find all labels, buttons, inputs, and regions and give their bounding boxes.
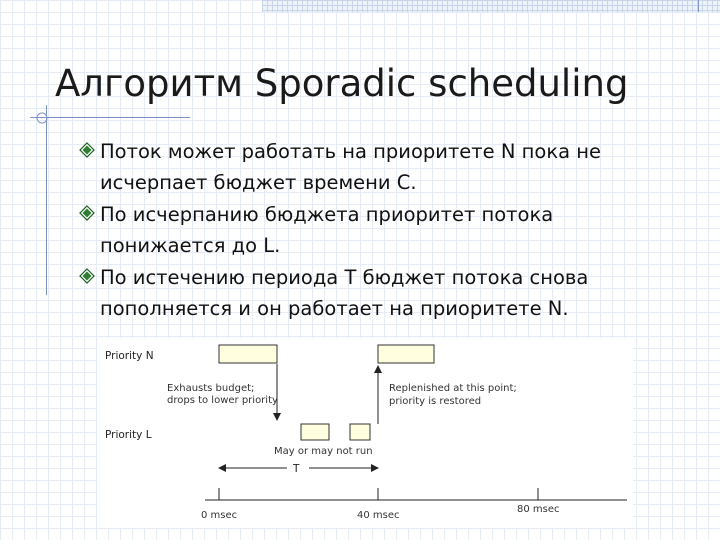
slide-title: Алгоритм Sporadic scheduling: [55, 62, 629, 105]
title-underline: [30, 117, 190, 118]
diamond-bullet-icon: [79, 205, 95, 221]
bullet-item: [76, 136, 676, 198]
priority-l-bar: [350, 424, 370, 440]
diamond-bullet-icon: [79, 142, 95, 158]
period-label: T: [293, 463, 300, 475]
left-accent-line: [46, 105, 47, 295]
exhausts-label: drops to lower priority: [167, 395, 278, 406]
priority-l-bar: [301, 424, 329, 440]
bullet-line: понижается до L.: [100, 234, 281, 257]
bullet-item: [76, 262, 676, 324]
bullet-item: [76, 199, 676, 261]
replenished-label: Replenished at this point;: [389, 383, 517, 394]
priority-n-bar: [378, 345, 434, 363]
vertical-accent-line: [698, 0, 699, 12]
tick-label-40: 40 msec: [357, 510, 400, 521]
decorative-grid-band: [262, 0, 720, 12]
may-or-may-not-run-label: May or may not run: [274, 446, 373, 457]
bullet-line: пополняется и он работает на приоритете N.: [100, 297, 569, 320]
crosshair-icon: [34, 110, 50, 126]
scheduling-diagram: [97, 338, 633, 528]
bullet-list: [76, 136, 676, 325]
priority-l-label: Priority L: [105, 429, 152, 441]
bullet-line: По истечению периода Т бюджет потока снова: [100, 266, 589, 289]
tick-label-0: 0 msec: [201, 510, 238, 521]
bullet-line: Поток может работать на приоритете N пока не: [100, 140, 601, 163]
bullet-line: По исчерпанию бюджета приоритет потока: [100, 203, 554, 226]
exhausts-label: Exhausts budget;: [167, 383, 255, 394]
scheduling-diagram-svg: [97, 338, 633, 528]
tick-label-80: 80 msec: [517, 504, 560, 515]
priority-n-label: Priority N: [105, 350, 154, 362]
replenished-label: priority is restored: [389, 396, 482, 407]
diamond-bullet-icon: [79, 268, 95, 284]
priority-n-bar: [219, 345, 277, 363]
bullet-line: исчерпает бюджет времени С.: [100, 171, 417, 194]
